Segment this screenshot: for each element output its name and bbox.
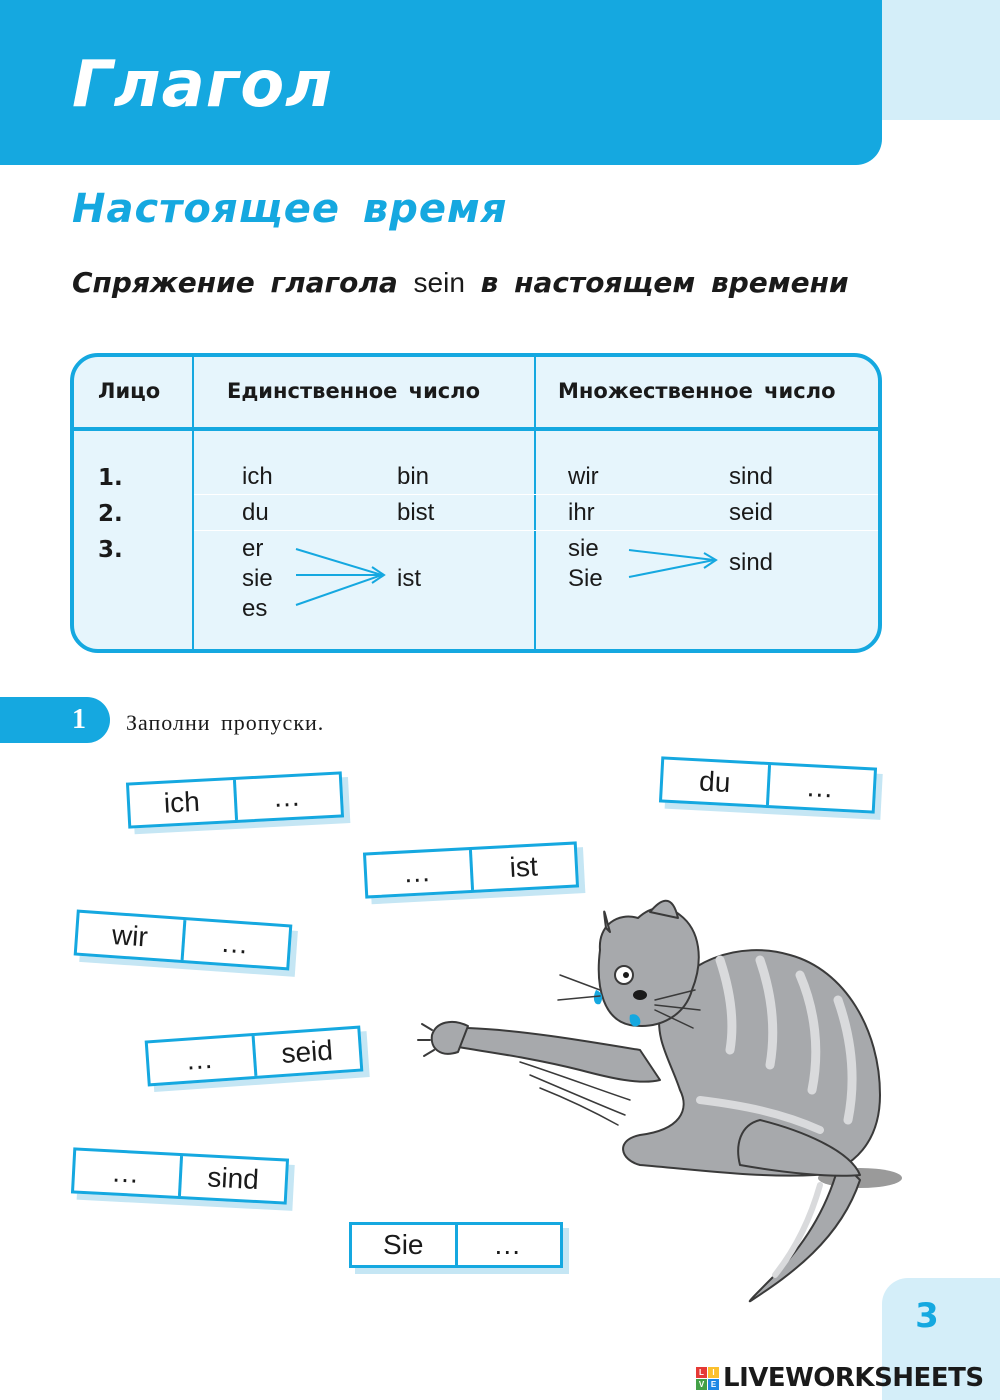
page-number: 3 <box>915 1296 939 1336</box>
plural-pronoun: wir <box>568 463 599 490</box>
card-left: ich <box>163 785 201 819</box>
card-right: ist <box>468 845 575 890</box>
person-number: 3. <box>98 537 123 563</box>
person-number: 1. <box>98 465 123 491</box>
singular-pronoun: ich <box>242 463 273 490</box>
singular-pronoun: sie <box>242 565 273 592</box>
logo-letter: V <box>696 1379 707 1390</box>
card-answer-blank[interactable]: … <box>765 765 873 811</box>
section-title: Настоящее время <box>72 186 508 232</box>
plural-verb: sind <box>729 463 774 490</box>
brand-name: LIVEWORKSHEETS <box>723 1363 984 1393</box>
exercise-number: 1 <box>72 704 86 735</box>
plural-pronoun: Sie <box>568 565 603 592</box>
card-answer-blank[interactable]: … <box>455 1225 561 1265</box>
card-left: wir <box>110 919 149 953</box>
singular-verb: ist <box>397 565 421 592</box>
singular-pronoun: es <box>242 595 268 622</box>
singular-pronoun: du <box>242 499 269 526</box>
plural-verb: sind <box>729 549 774 576</box>
card-left: Sie <box>383 1229 424 1260</box>
plural-verb: seid <box>729 499 774 526</box>
header-plural: Множественное число <box>558 379 836 403</box>
exercise-instruction: Заполни пропуски. <box>126 710 325 735</box>
singular-pronoun: er <box>242 535 264 562</box>
card-answer-blank[interactable]: … <box>110 1156 144 1190</box>
logo-letter: I <box>708 1367 719 1378</box>
subtitle-before: Спряжение глагола <box>72 266 414 299</box>
plural-pronoun: ihr <box>568 499 595 526</box>
card-right: sind <box>177 1156 285 1202</box>
card-answer-blank[interactable]: … <box>180 920 289 967</box>
subtitle-after: в настоящем времени <box>464 266 849 299</box>
plural-pronoun: sie <box>568 535 599 562</box>
subtitle-verb: sein <box>413 267 465 298</box>
card-answer-blank[interactable]: … <box>402 855 435 889</box>
header-singular: Единственное число <box>227 379 481 403</box>
chapter-title: Глагол <box>72 48 334 122</box>
liveworksheets-logo-icon <box>696 1367 719 1390</box>
singular-verb: bin <box>397 463 430 490</box>
logo-letter: E <box>708 1379 719 1390</box>
singular-verb: bist <box>397 499 435 526</box>
header-person: Лицо <box>98 379 161 403</box>
card-answer-blank[interactable]: … <box>232 775 340 821</box>
card-answer-blank[interactable]: … <box>184 1042 218 1076</box>
liveworksheets-brand <box>696 1363 984 1393</box>
card-left: du <box>698 765 732 799</box>
card-right: seid <box>251 1029 360 1076</box>
person-number: 2. <box>98 501 123 527</box>
logo-letter: L <box>696 1367 707 1378</box>
